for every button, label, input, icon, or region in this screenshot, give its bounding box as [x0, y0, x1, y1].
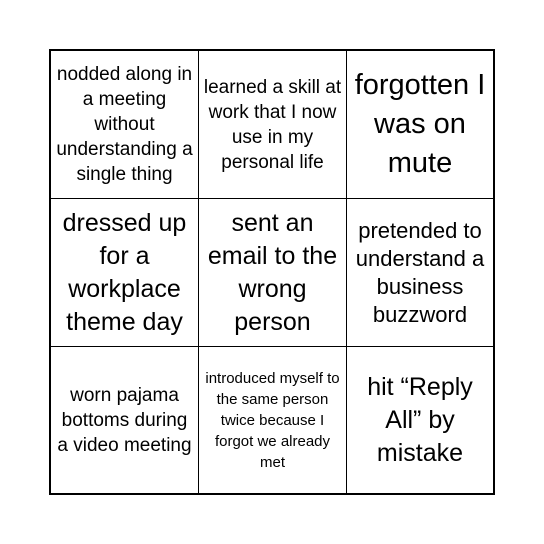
bingo-cell[interactable] — [51, 199, 199, 347]
bingo-cell-text: sent an email to the wrong person — [207, 208, 338, 336]
bingo-cell[interactable] — [347, 347, 493, 493]
bingo-cell[interactable] — [51, 51, 199, 199]
bingo-cell-text: dressed up for a workplace theme day — [62, 208, 187, 336]
bingo-cell[interactable] — [347, 199, 493, 347]
bingo-cell-text: pretended to understand a business buzzword — [355, 217, 485, 327]
bingo-cell[interactable] — [199, 51, 347, 199]
bingo-cell-text: introduced myself to the same person twice because I forgot we already met — [205, 369, 340, 471]
bingo-cell-text: learned a skill at work that I now use in my personal life — [203, 76, 342, 173]
bingo-cell[interactable] — [199, 199, 347, 347]
bingo-cell-text: hit “Reply All” by mistake — [367, 372, 473, 467]
bingo-cell-text: nodded along in a meeting without understanding a single thing — [56, 64, 193, 185]
bingo-cell[interactable] — [347, 51, 493, 199]
bingo-cell[interactable] — [199, 347, 347, 493]
bingo-board — [49, 49, 495, 495]
bingo-cell[interactable] — [51, 347, 199, 493]
bingo-cell-text: worn pajama bottoms during a video meeting — [57, 384, 192, 456]
bingo-cell-text: forgotten I was on mute — [354, 69, 486, 179]
